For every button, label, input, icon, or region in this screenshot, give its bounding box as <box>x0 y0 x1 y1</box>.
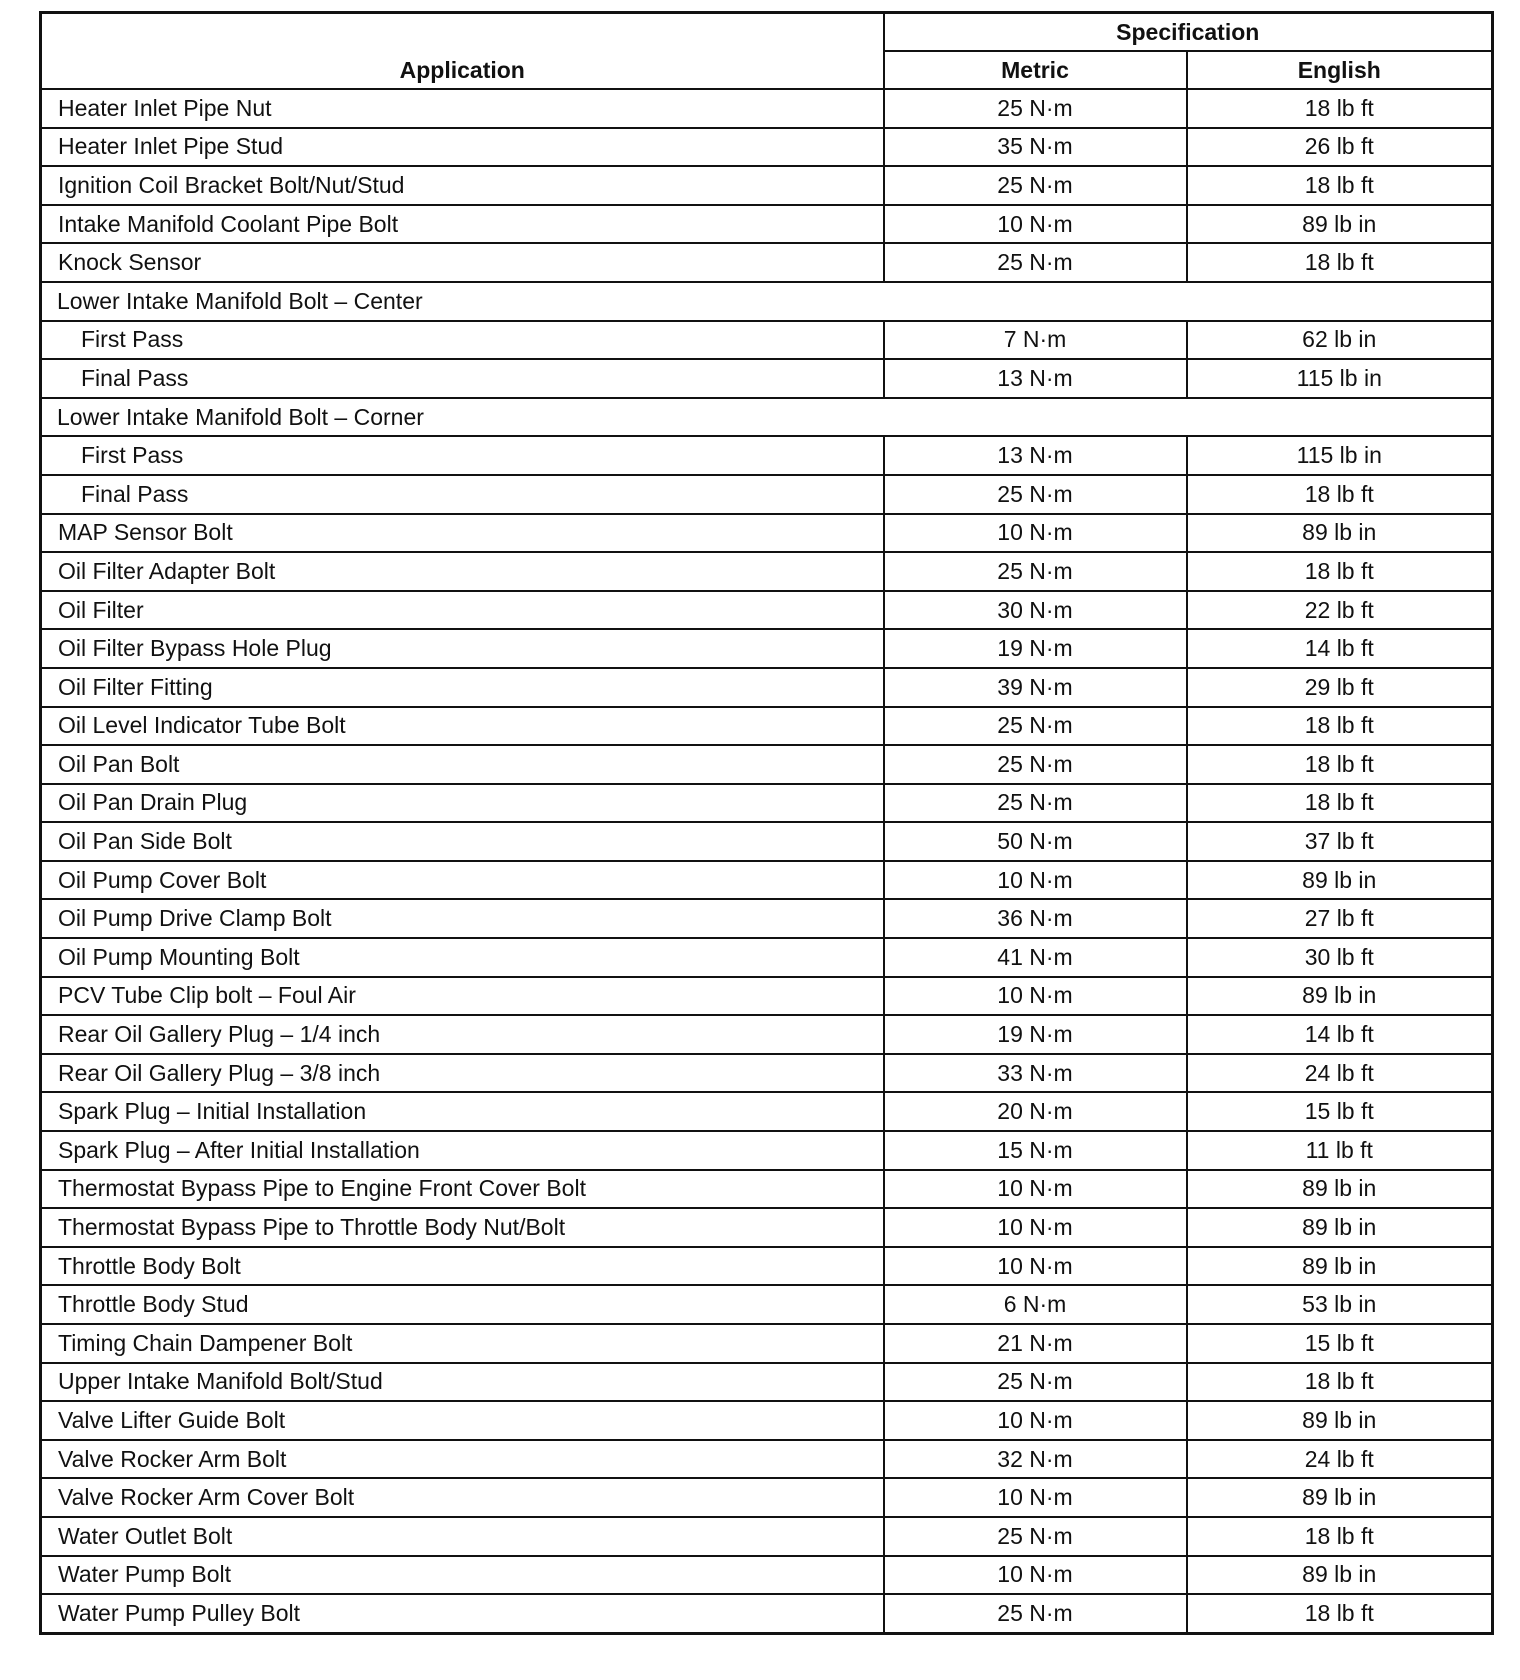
metric-value-cell: 35 N·m <box>884 128 1187 167</box>
table-row <box>41 977 1493 1016</box>
metric-value-cell: 25 N·m <box>884 1594 1187 1633</box>
table-row <box>41 707 1493 746</box>
english-value-cell: 18 lb ft <box>1187 707 1493 746</box>
table-row <box>41 1517 1493 1556</box>
application-cell: Ignition Coil Bracket Bolt/Nut/Stud <box>41 166 884 205</box>
english-value-cell: 18 lb ft <box>1187 745 1493 784</box>
english-value-cell: 24 lb ft <box>1187 1054 1493 1093</box>
table-row <box>41 1015 1493 1054</box>
english-value-cell: 62 lb in <box>1187 321 1493 360</box>
english-value-cell: 11 lb ft <box>1187 1131 1493 1170</box>
english-value-cell: 89 lb in <box>1187 1478 1493 1517</box>
english-value-cell: 18 lb ft <box>1187 243 1493 282</box>
table-row <box>41 1092 1493 1131</box>
english-value-cell: 26 lb ft <box>1187 128 1493 167</box>
table-row <box>41 128 1493 167</box>
english-value-cell: 53 lb in <box>1187 1285 1493 1324</box>
metric-value-cell: 10 N·m <box>884 1478 1187 1517</box>
table-row <box>41 436 1493 475</box>
metric-value-cell: 10 N·m <box>884 1170 1187 1209</box>
table-row <box>41 629 1493 668</box>
table-row <box>41 938 1493 977</box>
application-cell: MAP Sensor Bolt <box>41 514 884 553</box>
metric-value-cell: 25 N·m <box>884 475 1187 514</box>
metric-value-cell: 19 N·m <box>884 1015 1187 1054</box>
metric-value-cell: 25 N·m <box>884 552 1187 591</box>
application-cell: Water Pump Bolt <box>41 1556 884 1595</box>
metric-value-cell: 15 N·m <box>884 1131 1187 1170</box>
table-row <box>41 1594 1493 1633</box>
application-cell: Oil Pump Cover Bolt <box>41 861 884 900</box>
table-row <box>41 668 1493 707</box>
application-cell: First Pass <box>41 436 884 475</box>
application-cell: Final Pass <box>41 475 884 514</box>
application-cell: Oil Filter Fitting <box>41 668 884 707</box>
metric-value-cell: 39 N·m <box>884 668 1187 707</box>
table-row <box>41 514 1493 553</box>
application-cell: Upper Intake Manifold Bolt/Stud <box>41 1363 884 1402</box>
table-row <box>41 591 1493 630</box>
english-value-cell: 89 lb in <box>1187 1247 1493 1286</box>
group-application-cell: Lower Intake Manifold Bolt – Corner <box>41 398 1493 437</box>
application-cell: Timing Chain Dampener Bolt <box>41 1324 884 1363</box>
application-cell: Oil Pump Mounting Bolt <box>41 938 884 977</box>
metric-value-cell: 20 N·m <box>884 1092 1187 1131</box>
english-column-header: English <box>1187 51 1493 89</box>
english-value-cell: 14 lb ft <box>1187 629 1493 668</box>
english-value-cell: 15 lb ft <box>1187 1092 1493 1131</box>
table-group-row <box>41 282 1493 321</box>
application-cell: Throttle Body Stud <box>41 1285 884 1324</box>
metric-value-cell: 10 N·m <box>884 1247 1187 1286</box>
english-value-cell: 18 lb ft <box>1187 89 1493 128</box>
english-value-cell: 89 lb in <box>1187 977 1493 1016</box>
english-value-cell: 29 lb ft <box>1187 668 1493 707</box>
table-row <box>41 1363 1493 1402</box>
table-row <box>41 321 1493 360</box>
application-cell: Oil Pan Bolt <box>41 745 884 784</box>
metric-value-cell: 6 N·m <box>884 1285 1187 1324</box>
application-cell: First Pass <box>41 321 884 360</box>
metric-value-cell: 10 N·m <box>884 514 1187 553</box>
metric-value-cell: 25 N·m <box>884 89 1187 128</box>
application-cell: Thermostat Bypass Pipe to Throttle Body Nut/Bolt <box>41 1208 884 1247</box>
table-body <box>41 89 1493 1633</box>
application-cell: Knock Sensor <box>41 243 884 282</box>
table-row <box>41 475 1493 514</box>
english-value-cell: 18 lb ft <box>1187 552 1493 591</box>
table-row <box>41 1054 1493 1093</box>
application-cell: PCV Tube Clip bolt – Foul Air <box>41 977 884 1016</box>
english-value-cell: 89 lb in <box>1187 1401 1493 1440</box>
table-header <box>41 13 1493 90</box>
english-value-cell: 27 lb ft <box>1187 899 1493 938</box>
metric-value-cell: 25 N·m <box>884 1517 1187 1556</box>
application-cell: Spark Plug – After Initial Installation <box>41 1131 884 1170</box>
application-cell: Oil Pan Drain Plug <box>41 784 884 823</box>
application-cell: Spark Plug – Initial Installation <box>41 1092 884 1131</box>
metric-value-cell: 13 N·m <box>884 436 1187 475</box>
english-value-cell: 89 lb in <box>1187 1208 1493 1247</box>
application-cell: Valve Rocker Arm Bolt <box>41 1440 884 1479</box>
application-cell: Valve Lifter Guide Bolt <box>41 1401 884 1440</box>
table-row <box>41 745 1493 784</box>
metric-value-cell: 32 N·m <box>884 1440 1187 1479</box>
english-value-cell: 18 lb ft <box>1187 166 1493 205</box>
english-value-cell: 18 lb ft <box>1187 1517 1493 1556</box>
english-value-cell: 14 lb ft <box>1187 1015 1493 1054</box>
table-row <box>41 861 1493 900</box>
english-value-cell: 24 lb ft <box>1187 1440 1493 1479</box>
application-cell: Heater Inlet Pipe Nut <box>41 89 884 128</box>
group-application-cell: Lower Intake Manifold Bolt – Center <box>41 282 1493 321</box>
english-value-cell: 22 lb ft <box>1187 591 1493 630</box>
metric-value-cell: 33 N·m <box>884 1054 1187 1093</box>
metric-value-cell: 10 N·m <box>884 205 1187 244</box>
metric-value-cell: 10 N·m <box>884 1208 1187 1247</box>
metric-column-header: Metric <box>884 51 1187 89</box>
table-row <box>41 552 1493 591</box>
application-cell: Oil Filter Adapter Bolt <box>41 552 884 591</box>
metric-value-cell: 25 N·m <box>884 1363 1187 1402</box>
application-cell: Oil Pump Drive Clamp Bolt <box>41 899 884 938</box>
table-row <box>41 1556 1493 1595</box>
fastener-specification-table <box>39 11 1494 1635</box>
application-cell: Final Pass <box>41 359 884 398</box>
metric-value-cell: 30 N·m <box>884 591 1187 630</box>
metric-value-cell: 19 N·m <box>884 629 1187 668</box>
metric-value-cell: 25 N·m <box>884 784 1187 823</box>
table-group-row <box>41 398 1493 437</box>
english-value-cell: 18 lb ft <box>1187 475 1493 514</box>
application-cell: Valve Rocker Arm Cover Bolt <box>41 1478 884 1517</box>
application-cell: Throttle Body Bolt <box>41 1247 884 1286</box>
english-value-cell: 89 lb in <box>1187 1556 1493 1595</box>
metric-value-cell: 10 N·m <box>884 977 1187 1016</box>
table-row <box>41 1208 1493 1247</box>
table-row <box>41 166 1493 205</box>
metric-value-cell: 41 N·m <box>884 938 1187 977</box>
english-value-cell: 89 lb in <box>1187 861 1493 900</box>
application-cell: Rear Oil Gallery Plug – 3/8 inch <box>41 1054 884 1093</box>
table-row <box>41 205 1493 244</box>
metric-value-cell: 10 N·m <box>884 1401 1187 1440</box>
table-row <box>41 359 1493 398</box>
metric-value-cell: 50 N·m <box>884 822 1187 861</box>
table-row <box>41 784 1493 823</box>
application-cell: Heater Inlet Pipe Stud <box>41 128 884 167</box>
application-column-header: Application <box>41 13 884 90</box>
application-cell: Water Outlet Bolt <box>41 1517 884 1556</box>
application-cell: Oil Filter <box>41 591 884 630</box>
metric-value-cell: 25 N·m <box>884 166 1187 205</box>
english-value-cell: 89 lb in <box>1187 514 1493 553</box>
english-value-cell: 89 lb in <box>1187 205 1493 244</box>
metric-value-cell: 25 N·m <box>884 745 1187 784</box>
metric-value-cell: 13 N·m <box>884 359 1187 398</box>
english-value-cell: 30 lb ft <box>1187 938 1493 977</box>
table-row <box>41 1247 1493 1286</box>
application-cell: Oil Pan Side Bolt <box>41 822 884 861</box>
english-value-cell: 18 lb ft <box>1187 784 1493 823</box>
metric-value-cell: 25 N·m <box>884 707 1187 746</box>
english-value-cell: 15 lb ft <box>1187 1324 1493 1363</box>
application-cell: Oil Level Indicator Tube Bolt <box>41 707 884 746</box>
metric-value-cell: 21 N·m <box>884 1324 1187 1363</box>
english-value-cell: 37 lb ft <box>1187 822 1493 861</box>
application-cell: Oil Filter Bypass Hole Plug <box>41 629 884 668</box>
table-row <box>41 89 1493 128</box>
english-value-cell: 18 lb ft <box>1187 1594 1493 1633</box>
english-value-cell: 115 lb in <box>1187 436 1493 475</box>
application-cell: Water Pump Pulley Bolt <box>41 1594 884 1633</box>
table-row <box>41 1478 1493 1517</box>
table-row <box>41 1324 1493 1363</box>
metric-value-cell: 7 N·m <box>884 321 1187 360</box>
metric-value-cell: 10 N·m <box>884 861 1187 900</box>
metric-value-cell: 36 N·m <box>884 899 1187 938</box>
table-row <box>41 822 1493 861</box>
application-cell: Rear Oil Gallery Plug – 1/4 inch <box>41 1015 884 1054</box>
table-row <box>41 1170 1493 1209</box>
metric-value-cell: 25 N·m <box>884 243 1187 282</box>
english-value-cell: 89 lb in <box>1187 1170 1493 1209</box>
english-value-cell: 18 lb ft <box>1187 1363 1493 1402</box>
table-row <box>41 899 1493 938</box>
table-row <box>41 1440 1493 1479</box>
application-cell: Thermostat Bypass Pipe to Engine Front Cover Bolt <box>41 1170 884 1209</box>
metric-value-cell: 10 N·m <box>884 1556 1187 1595</box>
table-row <box>41 1131 1493 1170</box>
english-value-cell: 115 lb in <box>1187 359 1493 398</box>
table-row <box>41 1401 1493 1440</box>
table-row <box>41 243 1493 282</box>
specification-column-header: Specification <box>884 13 1493 52</box>
table-row <box>41 1285 1493 1324</box>
application-cell: Intake Manifold Coolant Pipe Bolt <box>41 205 884 244</box>
